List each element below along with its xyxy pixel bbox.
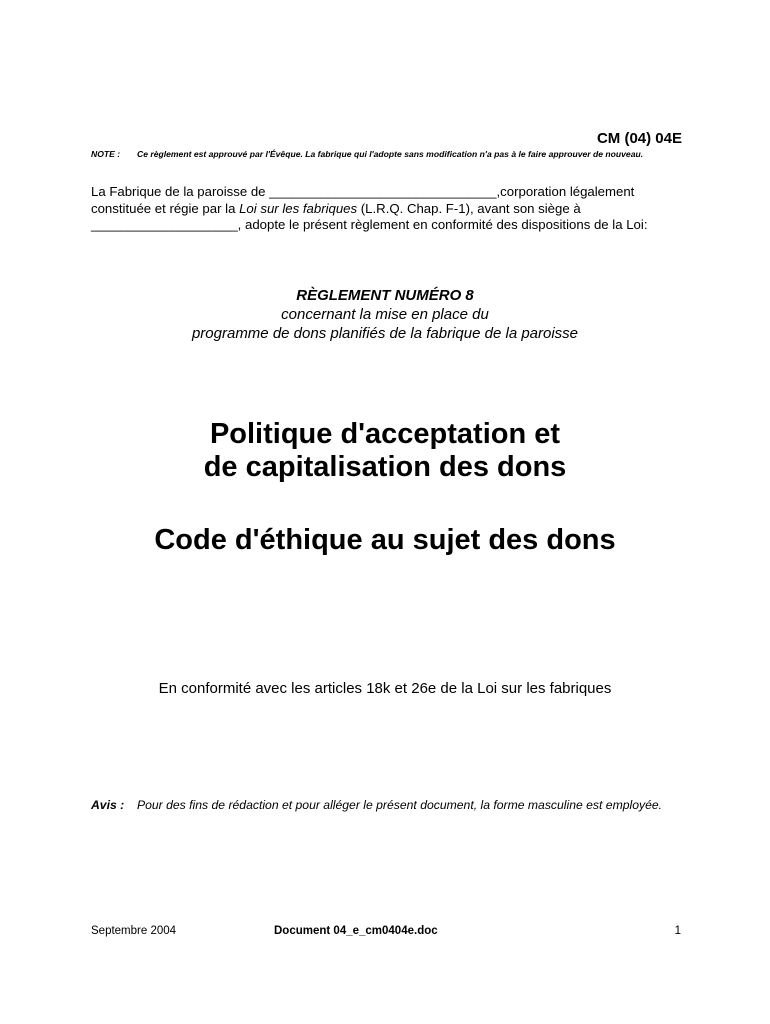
intro-line-3: ____________________, adopte le présent règlement en conformité des dispositions de la Loi: [91, 217, 648, 232]
law-title: Loi sur les fabriques [239, 200, 358, 216]
page-footer [91, 925, 681, 941]
title-1-line-1: Politique d'acceptation et [209, 418, 561, 450]
note-text: Ce règlement est approuvé par l'Évêque. La fabrique qui l'adopte sans modification n'a pas à le faire approuver de nouveau. [137, 149, 644, 159]
reglement-heading [0, 286, 770, 343]
conformity-statement: En conformité avec les articles 18k et 26e de la Loi sur les fabriques [158, 680, 612, 697]
note-label: NOTE : [91, 149, 121, 159]
footer-date: Septembre 2004 [91, 925, 177, 937]
intro-line-2-start: constituée et régie par la [91, 200, 240, 216]
title-1-line-2: de capitalisation des dons [203, 451, 567, 483]
intro-line-2-end: (L.R.Q. Chap. F-1), avant son siège à [357, 200, 581, 216]
avis-label: Avis : [91, 798, 125, 812]
intro-paragraph [91, 184, 691, 234]
avis-text: Pour des fins de rédaction et pour alléger le présent document, la forme masculine est employée. [137, 798, 663, 812]
title-2: Code d'éthique au sujet des dons [154, 524, 616, 556]
document-code: CM (04) 04E [596, 130, 682, 147]
reglement-subtitle-1: concernant la mise en place du [281, 306, 489, 323]
footer-document-name: Document 04_e_cm0404e.doc [274, 925, 438, 937]
page-number: 1 [674, 925, 681, 937]
title-spacer [0, 484, 770, 524]
main-titles [0, 418, 770, 557]
reglement-number: RÈGLEMENT NUMÉRO 8 [296, 287, 474, 304]
intro-line-1: La Fabrique de la paroisse de _______________________________,corporation légalement [91, 184, 635, 199]
intro-line-2 [91, 201, 691, 218]
reglement-subtitle-2: programme de dons planifiés de la fabrique de la paroisse [191, 325, 579, 342]
